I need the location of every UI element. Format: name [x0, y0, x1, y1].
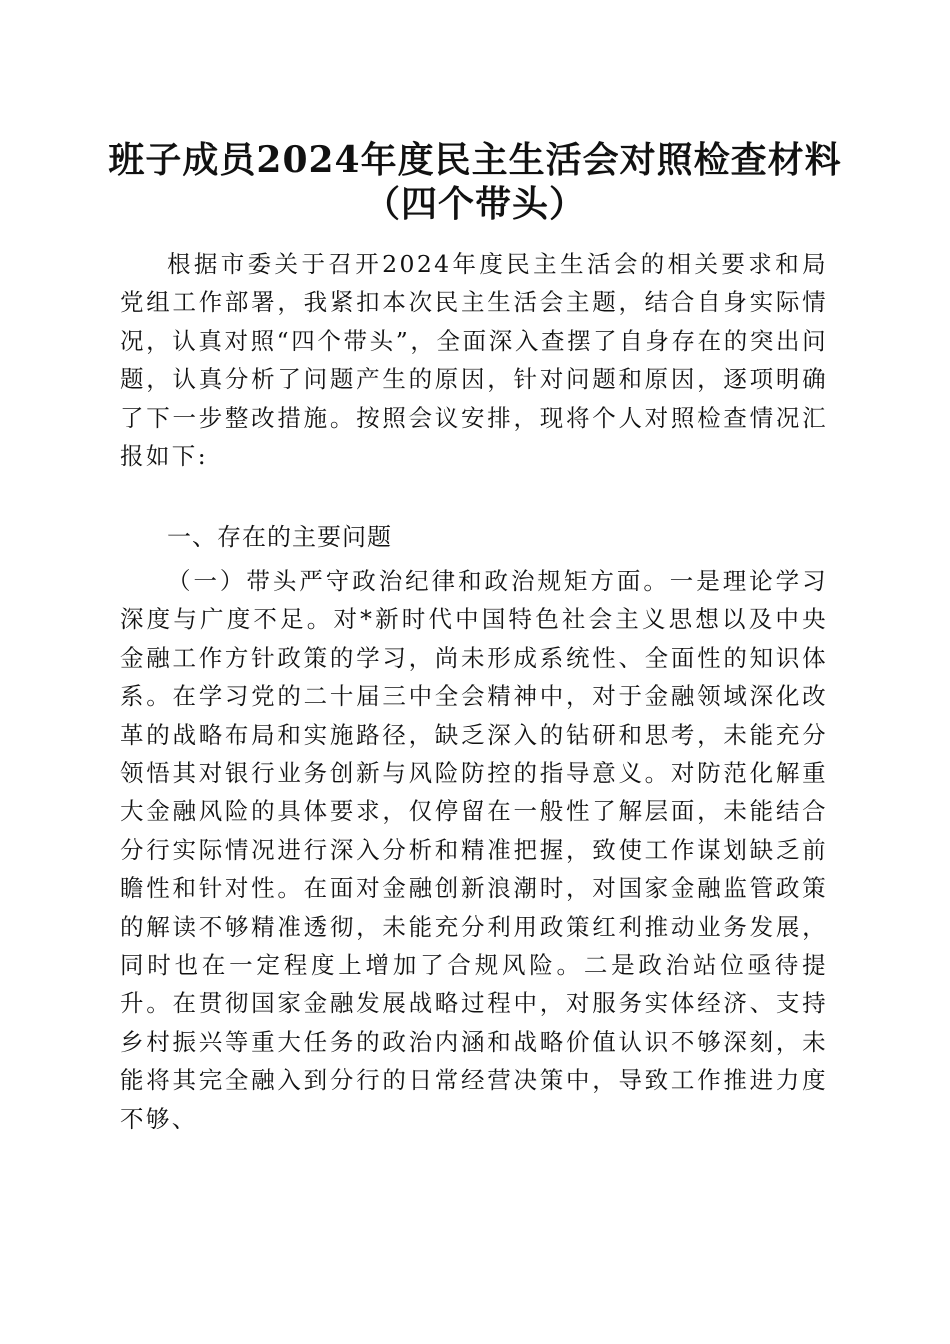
intro-paragraph: 根据市委关于召开2024年度民主生活会的相关要求和局党组工作部署，我紧扣本次民主生活会主题，结合自身实际情况，认真对照“四个带头”，全面深入查摆了自身存在的突出问题，认真分析了问题产生的原因，针对问题和原因，逐项明确了下一步整改措施。按照会议安排，现将个人对照检查情况汇报如下:	[120, 250, 828, 471]
section-1-paragraph: （一）带头严守政治纪律和政治规矩方面。一是理论学习深度与广度不足。对*新时代中国特色社会主义思想以及中央金融工作方针政策的学习，尚未形成系统性、全面性的知识体系。在学习党的二十届三中全会精神中，对于金融领域深化改革的战略布局和实施路径，缺乏深入的钻研和思考，未能充分领悟其对银行业务创新与风险防控的指导意义。对防范化解重大金融风险的具体要求，仅停留在一般性了解层面，未能结合分行实际情况进行深入分析和精准把握，致使工作谋划缺乏前瞻性和针对性。在面对金融创新浪潮时，对国家金融监管政策的解读不够精准透彻，未能充分利用政策红利推动业务发展，同时也在一定程度上增加了合规风险。二是政治站位亟待提升。在贯彻国家金融发展战略过程中，对服务实体经济、支持乡村振兴等重大任务的政治内涵和战略价值认识不够深刻，未能将其完全融入到分行的日常经营决策中，导致工作推进力度不够、	[120, 567, 828, 1133]
document-subtitle: （四个带头）	[363, 183, 586, 225]
document-title: 班子成员2024年度民主生活会对照检查材料	[108, 139, 842, 181]
section-heading: 一、存在的主要问题	[167, 523, 392, 551]
